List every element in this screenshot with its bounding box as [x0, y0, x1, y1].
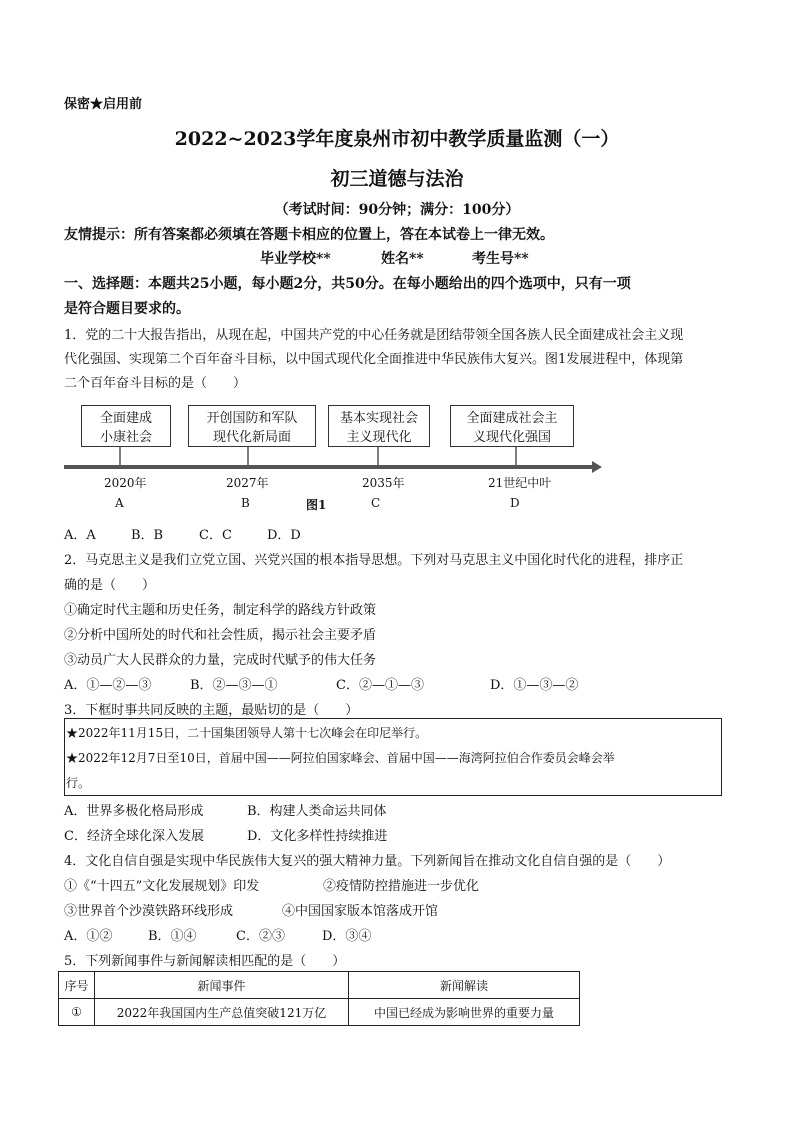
number-field: 考生号** — [472, 251, 529, 267]
q3-option-c: C．经济全球化深入发展 — [64, 829, 204, 844]
q2-option-a: A．①—②—③ — [64, 678, 152, 693]
q2-item1: ①确定时代主题和历史任务，制定科学的路线方针政策 — [64, 603, 377, 618]
timeline-box-c-line1: 基本实现社会 — [339, 411, 418, 426]
letter-c: C — [371, 496, 381, 510]
q3-box-line3: 行。 — [66, 776, 91, 790]
year-c: 2035年 — [362, 476, 405, 490]
q2-item3: ③动员广大人民群众的力量，完成时代赋予的伟大任务 — [64, 653, 377, 668]
letter-a: A — [115, 496, 124, 510]
q2-line2: 确的是（ ） — [64, 578, 156, 593]
timeline-box-b-line2: 现代化新局面 — [212, 430, 291, 445]
q1-option-d: D．D — [267, 528, 301, 543]
section-heading-line1: 一、选择题：本题共25小题，每小题2分，共50分。在每小题给出的四个选项中，只有一项 — [64, 276, 631, 292]
q4-stem: 4．文化自信自强是实现中华民族伟大复兴的强大精神力量。下列新闻旨在推动文化自信自强的是（ ） — [64, 854, 671, 869]
q4-option-c: C．②③ — [236, 929, 285, 944]
figure-1-timeline — [64, 400, 604, 516]
letter-d: D — [510, 496, 520, 510]
row1-interpretation: 中国已经成为影响世界的重要力量 — [349, 999, 580, 1026]
q4-item3: ③世界首个沙漠铁路环线形成 — [64, 904, 234, 919]
q1-line3: 二个百年奋斗目标的是（ ） — [64, 376, 247, 391]
section-heading-line2: 是符合题目要求的。 — [64, 301, 190, 317]
q4-item2: ②疫情防控措施进一步优化 — [323, 879, 480, 894]
q2-item2: ②分析中国所处的时代和社会性质，揭示社会主要矛盾 — [64, 628, 377, 643]
figure-caption: 图1 — [306, 498, 327, 512]
header-cell-event: 新闻事件 — [95, 972, 349, 999]
subject-title: 初三道德与法治 — [330, 168, 464, 190]
q1-line1: 1．党的二十大报告指出，从现在起，中国共产党的中心任务就是团结带领全国各族人民全面建成社会主义现 — [64, 328, 684, 343]
year-a: 2020年 — [104, 476, 147, 490]
timeline-box-a-line1: 全面建成 — [99, 411, 152, 426]
q4-item1: ①《“十四五”文化发展规划》印发 — [64, 879, 260, 894]
q5-news-table — [58, 971, 580, 1026]
header-cell-index: 序号 — [59, 972, 95, 999]
row1-event: 2022年我国国内生产总值突破121万亿 — [95, 999, 349, 1026]
q5-stem: 5．下列新闻事件与新闻解读相匹配的是（ ） — [64, 954, 346, 969]
q4-option-d: D．③④ — [322, 929, 372, 944]
q1-line2: 代化强国、实现第二个百年奋斗目标，以中国式现代化全面推进中华民族伟大复兴。图1发展进程中，体现第 — [64, 352, 684, 367]
timeline-axis — [64, 400, 604, 516]
header-cell-interpretation: 新闻解读 — [349, 972, 580, 999]
q2-line1: 2．马克思主义是我们立党立国、兴党兴国的根本指导思想。下列对马克思主义中国化时代化的进程，排序正 — [64, 553, 684, 568]
q4-item4: ④中国国家版本馆落成开馆 — [282, 904, 439, 919]
timeline-box-c-line2: 主义现代化 — [346, 430, 412, 445]
timeline-box-d-line1: 全面建成社会主 — [466, 411, 558, 426]
year-b: 2027年 — [226, 476, 269, 490]
q2-option-b: B．②—③—① — [190, 678, 278, 693]
q1-option-a: A．A — [64, 528, 96, 543]
q2-option-d: D．①—③—② — [490, 678, 579, 693]
table-header-row — [59, 972, 580, 999]
timeline-box-a-line2: 小康社会 — [99, 430, 152, 445]
q4-option-b: B．①④ — [148, 929, 197, 944]
secret-label: 保密★启用前 — [64, 97, 143, 112]
notice: 友情提示：所有答案都必须填在答题卡相应的位置上，答在本试卷上一律无效。 — [64, 227, 554, 243]
q3-stem: 3．下框时事共同反映的主题，最贴切的是（ ） — [64, 703, 359, 718]
q3-box-line1: ★2022年11月15日，二十国集团领导人第十七次峰会在印尼举行。 — [66, 726, 428, 740]
q1-option-c: C．C — [199, 528, 232, 543]
row1-index: ① — [59, 999, 95, 1026]
timeline-box-d-line2: 义现代化强国 — [472, 430, 551, 445]
q3-option-b: B．构建人类命运共同体 — [247, 804, 387, 819]
school-field: 毕业学校** — [260, 251, 331, 267]
q3-option-d: D．文化多样性持续推进 — [247, 829, 388, 844]
letter-b: B — [241, 496, 250, 510]
exam-title: 2022~2023学年度泉州市初中教学质量监测（一） — [174, 128, 620, 150]
q2-option-c: C．②—①—③ — [336, 678, 424, 693]
year-d: 21世纪中叶 — [488, 476, 552, 490]
q4-option-a: A．①② — [64, 929, 113, 944]
timeline-box-b-line1: 开创国防和军队 — [206, 411, 298, 426]
q3-box-line2: ★2022年12月7日至10日，首届中国——阿拉伯国家峰会、首届中国——海湾阿拉伯合作委员会峰会举 — [66, 751, 615, 765]
name-field: 姓名** — [381, 251, 424, 267]
q3-option-a: A．世界多极化格局形成 — [64, 804, 204, 819]
exam-info: （考试时间：90分钟；满分：100分） — [274, 202, 520, 218]
axis-arrow — [592, 461, 602, 473]
table-row — [59, 999, 580, 1026]
q1-option-b: B．B — [131, 528, 164, 543]
